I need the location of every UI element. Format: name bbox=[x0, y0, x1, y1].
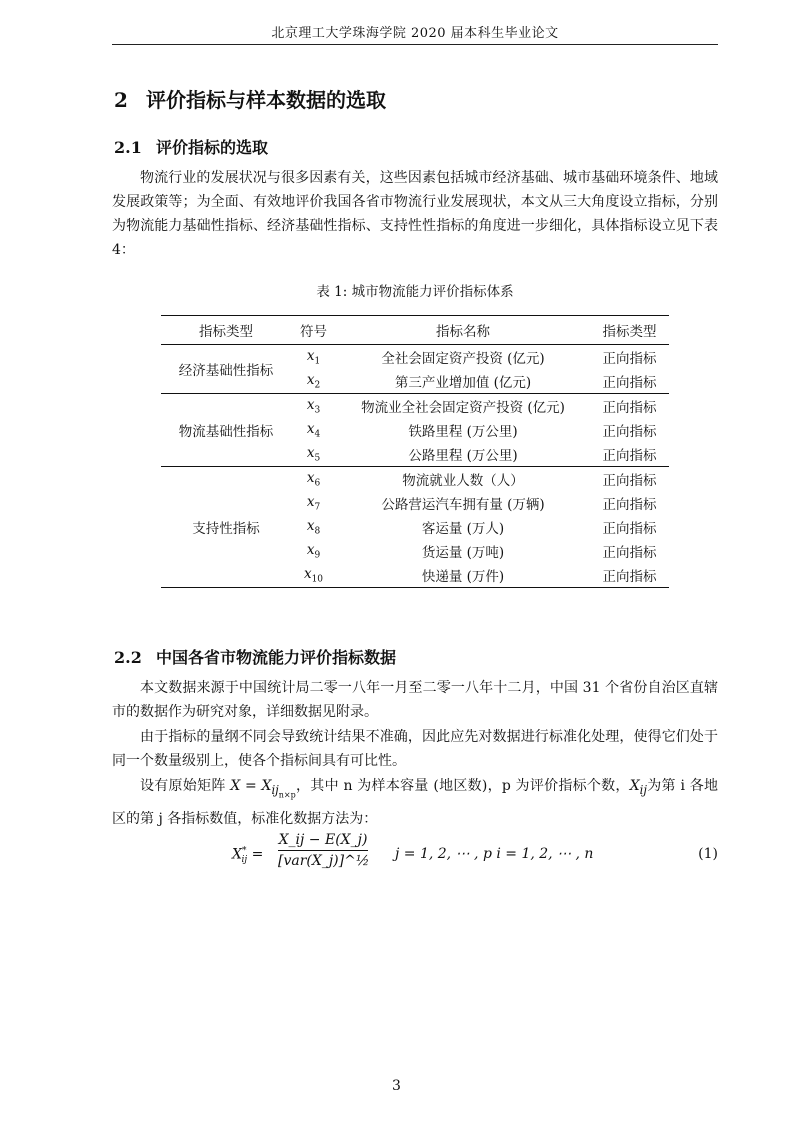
subsection-title: 中国各省市物流能力评价指标数据 bbox=[156, 648, 397, 667]
symbol-cell: $x_7$ bbox=[306, 493, 321, 513]
direction-cell: 正向指标 bbox=[602, 521, 657, 537]
name-cell: 铁路里程 (万公里) bbox=[408, 424, 518, 440]
subsection-heading-2-2 bbox=[114, 645, 396, 668]
direction-cell: 正向指标 bbox=[590, 442, 669, 467]
symbol-cell: $x_{10}$ bbox=[291, 563, 336, 588]
formula-index-range: j = 1, 2, ⋯ , p i = 1, 2, ⋯ , n bbox=[395, 846, 594, 862]
subsection-number: 2.1 bbox=[114, 138, 142, 157]
name-cell: 全社会固定资产投资 (亿元) bbox=[381, 351, 545, 367]
section-number: 2 bbox=[114, 88, 128, 112]
symbol-cell: $x_4$ bbox=[306, 420, 321, 440]
name-cell: 快递量 (万件) bbox=[336, 563, 590, 588]
direction-cell: 正向指标 bbox=[602, 497, 657, 513]
section-heading bbox=[114, 84, 386, 113]
group-label: 支持性指标 bbox=[161, 467, 291, 588]
subsection-title: 评价指标的选取 bbox=[156, 138, 269, 157]
group-label: 物流基础性指标 bbox=[161, 394, 291, 467]
name-cell: 客运量 (万人) bbox=[421, 521, 505, 537]
direction-cell: 正向指标 bbox=[602, 424, 657, 440]
group-label: 经济基础性指标 bbox=[161, 345, 291, 394]
table-row bbox=[161, 467, 669, 492]
table-row bbox=[161, 394, 669, 419]
paragraph-3: 由于指标的量纲不同会导致统计结果不准确，因此应先对数据进行标准化处理，使得它们处于同一个数量级别上，使各个指标间具有可比性。 bbox=[112, 729, 718, 769]
symbol-cell: $x_6$ bbox=[306, 469, 321, 489]
paragraph-2: 本文数据来源于中国统计局二零一八年一月至二零一八年十二月，中国 31 个省份自治区直辖市的数据作为研究对象，详细数据见附录。 bbox=[112, 680, 718, 720]
direction-cell: 正向指标 bbox=[590, 563, 669, 588]
col-header-type: 指标类型 bbox=[161, 316, 291, 345]
symbol-cell: $x_8$ bbox=[306, 517, 321, 537]
symbol-cell: $x_9$ bbox=[306, 541, 321, 561]
name-cell: 物流就业人数（人） bbox=[402, 473, 524, 489]
running-header: 北京理工大学珠海学院 2020 届本科生毕业论文 bbox=[271, 26, 559, 41]
direction-cell: 正向指标 bbox=[602, 351, 657, 367]
equation-number: (1) bbox=[698, 846, 718, 862]
paragraph-4: 设有原始矩阵 $X = X_{ij_{n\times p}}$，其中 n 为样本容量 (地区数)，p 为评价指标个数，$X_{ij}$为第 i 各地区的第 j 各指标数值，标准化数据方法为： bbox=[112, 778, 718, 828]
name-cell: 物流业全社会固定资产投资 (亿元) bbox=[361, 400, 565, 416]
header-rule bbox=[112, 44, 718, 45]
formula-numerator: X_ij − E(X_j) bbox=[278, 832, 368, 851]
direction-cell: 正向指标 bbox=[602, 545, 657, 561]
direction-cell: 正向指标 bbox=[602, 473, 657, 489]
symbol-cell: $x_3$ bbox=[306, 396, 321, 416]
formula-lhs: $X^*_{ij}$ = bbox=[232, 846, 264, 866]
section-title: 评价指标与样本数据的选取 bbox=[146, 88, 386, 112]
col-header-direction: 指标类型 bbox=[590, 316, 669, 345]
subsection-heading-2-1 bbox=[114, 135, 268, 158]
standardization-formula bbox=[112, 832, 718, 876]
col-header-name: 指标名称 bbox=[336, 316, 590, 345]
symbol-cell: $x_5$ bbox=[291, 442, 336, 467]
symbol-cell: $x_1$ bbox=[306, 347, 321, 367]
direction-cell: 正向指标 bbox=[590, 369, 669, 394]
name-cell: 货运量 (万吨) bbox=[421, 545, 505, 561]
indicator-table bbox=[161, 315, 669, 588]
subsection-number: 2.2 bbox=[114, 648, 142, 667]
formula-fraction bbox=[278, 832, 368, 869]
name-cell: 第三产业增加值 (亿元) bbox=[336, 369, 590, 394]
paragraph-1: 物流行业的发展状况与很多因素有关，这些因素包括城市经济基础、城市基础环境条件、地域发展政策等；为全面、有效地评价我国各省市物流行业发展现状，本文从三大角度设立指标，分别为物流能力基础性指标、经济基础性指标、支持性性指标的角度进一步细化，具体指标设立见下表 4： bbox=[112, 170, 718, 258]
page-number: 3 bbox=[392, 1078, 401, 1094]
formula-denominator: [var(X_j)]^½ bbox=[278, 853, 370, 869]
direction-cell: 正向指标 bbox=[602, 400, 657, 416]
table-row bbox=[161, 345, 669, 370]
col-header-symbol: 符号 bbox=[291, 316, 336, 345]
name-cell: 公路里程 (万公里) bbox=[336, 442, 590, 467]
symbol-cell: $x_2$ bbox=[291, 369, 336, 394]
name-cell: 公路营运汽车拥有量 (万辆) bbox=[381, 497, 545, 513]
table-caption: 表 1: 城市物流能力评价指标体系 bbox=[316, 284, 514, 300]
